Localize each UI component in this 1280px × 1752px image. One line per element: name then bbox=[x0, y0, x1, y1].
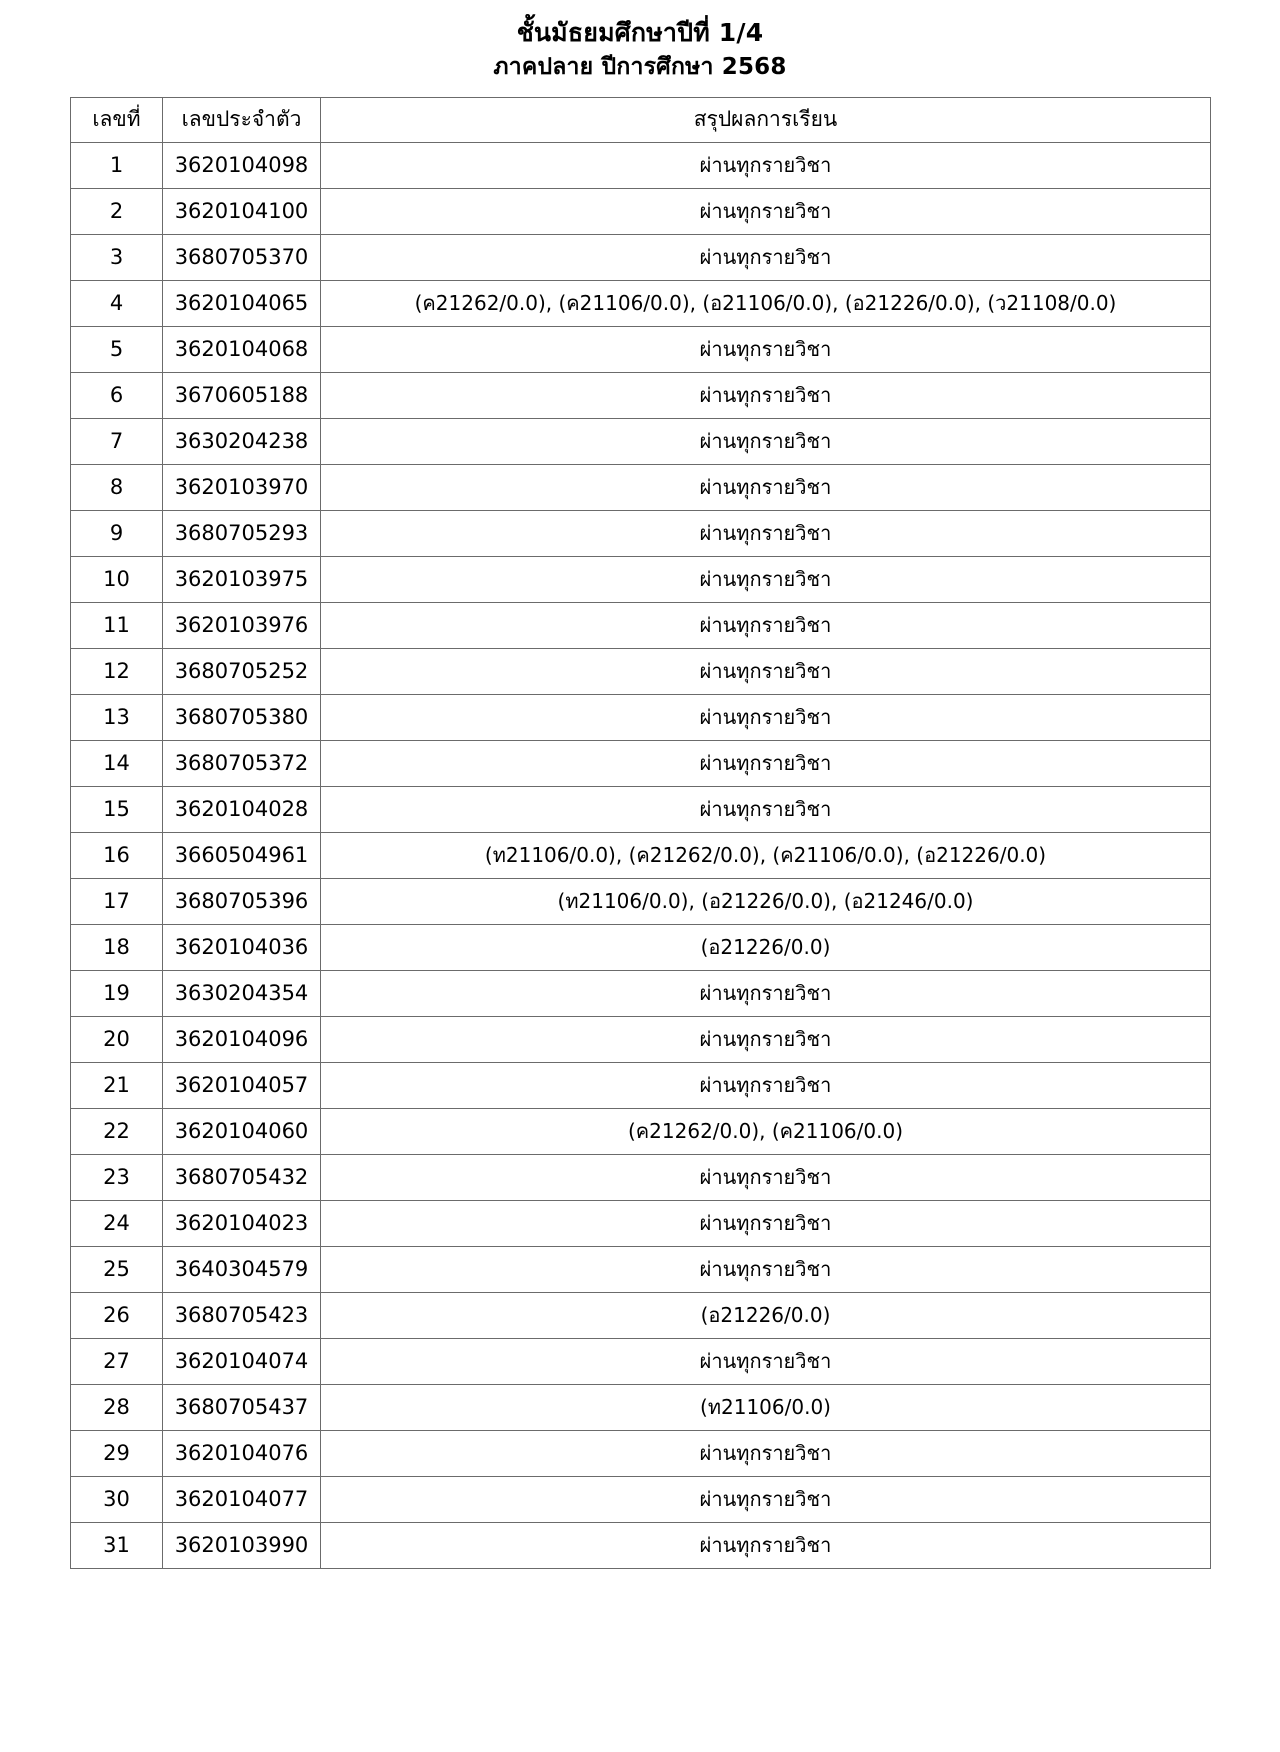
cell-student-id: 3680705293 bbox=[163, 510, 321, 556]
cell-number: 31 bbox=[71, 1522, 163, 1568]
cell-result-summary: ผ่านทุกรายวิชา bbox=[321, 786, 1211, 832]
table-row bbox=[71, 234, 1211, 280]
table-row bbox=[71, 142, 1211, 188]
cell-student-id: 3680705396 bbox=[163, 878, 321, 924]
cell-number: 8 bbox=[71, 464, 163, 510]
cell-result-summary: ผ่านทุกรายวิชา bbox=[321, 1430, 1211, 1476]
cell-student-id: 3620103990 bbox=[163, 1522, 321, 1568]
cell-number: 10 bbox=[71, 556, 163, 602]
cell-student-id: 3680705370 bbox=[163, 234, 321, 280]
cell-number: 9 bbox=[71, 510, 163, 556]
cell-result-summary: ผ่านทุกรายวิชา bbox=[321, 464, 1211, 510]
cell-student-id: 3620103976 bbox=[163, 602, 321, 648]
cell-student-id: 3680705423 bbox=[163, 1292, 321, 1338]
cell-number: 3 bbox=[71, 234, 163, 280]
cell-student-id: 3680705372 bbox=[163, 740, 321, 786]
cell-result-summary: ผ่านทุกรายวิชา bbox=[321, 188, 1211, 234]
cell-result-summary: ผ่านทุกรายวิชา bbox=[321, 1522, 1211, 1568]
cell-student-id: 3630204238 bbox=[163, 418, 321, 464]
cell-number: 28 bbox=[71, 1384, 163, 1430]
table-row bbox=[71, 1292, 1211, 1338]
table-body bbox=[71, 142, 1211, 1568]
cell-result-summary: ผ่านทุกรายวิชา bbox=[321, 1154, 1211, 1200]
cell-result-summary: (ท21106/0.0), (อ21226/0.0), (อ21246/0.0) bbox=[321, 878, 1211, 924]
cell-number: 13 bbox=[71, 694, 163, 740]
cell-student-id: 3680705252 bbox=[163, 648, 321, 694]
cell-number: 29 bbox=[71, 1430, 163, 1476]
cell-number: 16 bbox=[71, 832, 163, 878]
table-row bbox=[71, 648, 1211, 694]
table-row bbox=[71, 832, 1211, 878]
column-header-result-summary: สรุปผลการเรียน bbox=[321, 97, 1211, 142]
cell-result-summary: (ค21262/0.0), (ค21106/0.0) bbox=[321, 1108, 1211, 1154]
page-title: ชั้นมัธยมศึกษาปีที่ 1/4 bbox=[516, 18, 764, 47]
table-row bbox=[71, 1062, 1211, 1108]
table-row bbox=[71, 1384, 1211, 1430]
table-header-row bbox=[71, 97, 1211, 142]
cell-student-id: 3680705380 bbox=[163, 694, 321, 740]
cell-number: 12 bbox=[71, 648, 163, 694]
cell-number: 14 bbox=[71, 740, 163, 786]
cell-number: 17 bbox=[71, 878, 163, 924]
cell-number: 23 bbox=[71, 1154, 163, 1200]
cell-student-id: 3620104060 bbox=[163, 1108, 321, 1154]
table-row bbox=[71, 556, 1211, 602]
cell-number: 24 bbox=[71, 1200, 163, 1246]
cell-number: 18 bbox=[71, 924, 163, 970]
table-row bbox=[71, 740, 1211, 786]
cell-result-summary: ผ่านทุกรายวิชา bbox=[321, 1338, 1211, 1384]
cell-number: 27 bbox=[71, 1338, 163, 1384]
cell-student-id: 3620104057 bbox=[163, 1062, 321, 1108]
cell-result-summary: ผ่านทุกรายวิชา bbox=[321, 556, 1211, 602]
cell-number: 6 bbox=[71, 372, 163, 418]
cell-result-summary: (ท21106/0.0) bbox=[321, 1384, 1211, 1430]
cell-student-id: 3620104028 bbox=[163, 786, 321, 832]
table-row bbox=[71, 510, 1211, 556]
cell-result-summary: ผ่านทุกรายวิชา bbox=[321, 372, 1211, 418]
cell-number: 22 bbox=[71, 1108, 163, 1154]
cell-student-id: 3670605188 bbox=[163, 372, 321, 418]
table-row bbox=[71, 1154, 1211, 1200]
cell-student-id: 3620104076 bbox=[163, 1430, 321, 1476]
cell-number: 4 bbox=[71, 280, 163, 326]
table-row bbox=[71, 602, 1211, 648]
cell-student-id: 3660504961 bbox=[163, 832, 321, 878]
cell-result-summary: ผ่านทุกรายวิชา bbox=[321, 648, 1211, 694]
cell-number: 19 bbox=[71, 970, 163, 1016]
cell-number: 21 bbox=[71, 1062, 163, 1108]
cell-student-id: 3620104065 bbox=[163, 280, 321, 326]
table-row bbox=[71, 694, 1211, 740]
table-row bbox=[71, 326, 1211, 372]
cell-result-summary: (ค21262/0.0), (ค21106/0.0), (อ21106/0.0), (อ21226/0.0), (ว21108/0.0) bbox=[321, 280, 1211, 326]
cell-result-summary: ผ่านทุกรายวิชา bbox=[321, 970, 1211, 1016]
cell-result-summary: ผ่านทุกรายวิชา bbox=[321, 1246, 1211, 1292]
cell-number: 26 bbox=[71, 1292, 163, 1338]
table-row bbox=[71, 1476, 1211, 1522]
cell-student-id: 3620104068 bbox=[163, 326, 321, 372]
cell-student-id: 3620104098 bbox=[163, 142, 321, 188]
table-row bbox=[71, 1200, 1211, 1246]
cell-result-summary: ผ่านทุกรายวิชา bbox=[321, 1200, 1211, 1246]
cell-number: 7 bbox=[71, 418, 163, 464]
cell-student-id: 3620103975 bbox=[163, 556, 321, 602]
cell-result-summary: (อ21226/0.0) bbox=[321, 924, 1211, 970]
cell-number: 30 bbox=[71, 1476, 163, 1522]
table-row bbox=[71, 1246, 1211, 1292]
student-results-table bbox=[70, 97, 1211, 1569]
cell-result-summary: ผ่านทุกรายวิชา bbox=[321, 740, 1211, 786]
cell-result-summary: (อ21226/0.0) bbox=[321, 1292, 1211, 1338]
cell-result-summary: ผ่านทุกรายวิชา bbox=[321, 142, 1211, 188]
cell-result-summary: ผ่านทุกรายวิชา bbox=[321, 326, 1211, 372]
cell-result-summary: ผ่านทุกรายวิชา bbox=[321, 1476, 1211, 1522]
cell-student-id: 3620104096 bbox=[163, 1016, 321, 1062]
cell-number: 15 bbox=[71, 786, 163, 832]
cell-result-summary: ผ่านทุกรายวิชา bbox=[321, 510, 1211, 556]
table-row bbox=[71, 464, 1211, 510]
table-row bbox=[71, 1108, 1211, 1154]
table-row bbox=[71, 878, 1211, 924]
cell-student-id: 3680705432 bbox=[163, 1154, 321, 1200]
cell-number: 20 bbox=[71, 1016, 163, 1062]
page-subtitle: ภาคปลาย ปีการศึกษา 2568 bbox=[493, 53, 787, 80]
cell-result-summary: ผ่านทุกรายวิชา bbox=[321, 694, 1211, 740]
table-row bbox=[71, 1016, 1211, 1062]
cell-student-id: 3620104036 bbox=[163, 924, 321, 970]
cell-student-id: 3620103970 bbox=[163, 464, 321, 510]
cell-student-id: 3620104077 bbox=[163, 1476, 321, 1522]
cell-result-summary: ผ่านทุกรายวิชา bbox=[321, 602, 1211, 648]
cell-number: 5 bbox=[71, 326, 163, 372]
cell-student-id: 3680705437 bbox=[163, 1384, 321, 1430]
cell-result-summary: ผ่านทุกรายวิชา bbox=[321, 234, 1211, 280]
cell-result-summary: ผ่านทุกรายวิชา bbox=[321, 1016, 1211, 1062]
column-header-number: เลขที่ bbox=[71, 97, 163, 142]
cell-student-id: 3640304579 bbox=[163, 1246, 321, 1292]
table-header bbox=[71, 97, 1211, 142]
cell-result-summary: ผ่านทุกรายวิชา bbox=[321, 1062, 1211, 1108]
cell-number: 11 bbox=[71, 602, 163, 648]
table-row bbox=[71, 280, 1211, 326]
table-row bbox=[71, 1522, 1211, 1568]
cell-student-id: 3630204354 bbox=[163, 970, 321, 1016]
cell-student-id: 3620104023 bbox=[163, 1200, 321, 1246]
column-header-student-id: เลขประจำตัว bbox=[163, 97, 321, 142]
table-row bbox=[71, 970, 1211, 1016]
table-row bbox=[71, 1338, 1211, 1384]
cell-number: 25 bbox=[71, 1246, 163, 1292]
table-row bbox=[71, 1430, 1211, 1476]
cell-student-id: 3620104100 bbox=[163, 188, 321, 234]
table-row bbox=[71, 418, 1211, 464]
cell-result-summary: (ท21106/0.0), (ค21262/0.0), (ค21106/0.0), (อ21226/0.0) bbox=[321, 832, 1211, 878]
cell-number: 2 bbox=[71, 188, 163, 234]
cell-student-id: 3620104074 bbox=[163, 1338, 321, 1384]
table-row bbox=[71, 372, 1211, 418]
cell-result-summary: ผ่านทุกรายวิชา bbox=[321, 418, 1211, 464]
table-row bbox=[71, 924, 1211, 970]
table-row bbox=[71, 786, 1211, 832]
cell-number: 1 bbox=[71, 142, 163, 188]
table-row bbox=[71, 188, 1211, 234]
